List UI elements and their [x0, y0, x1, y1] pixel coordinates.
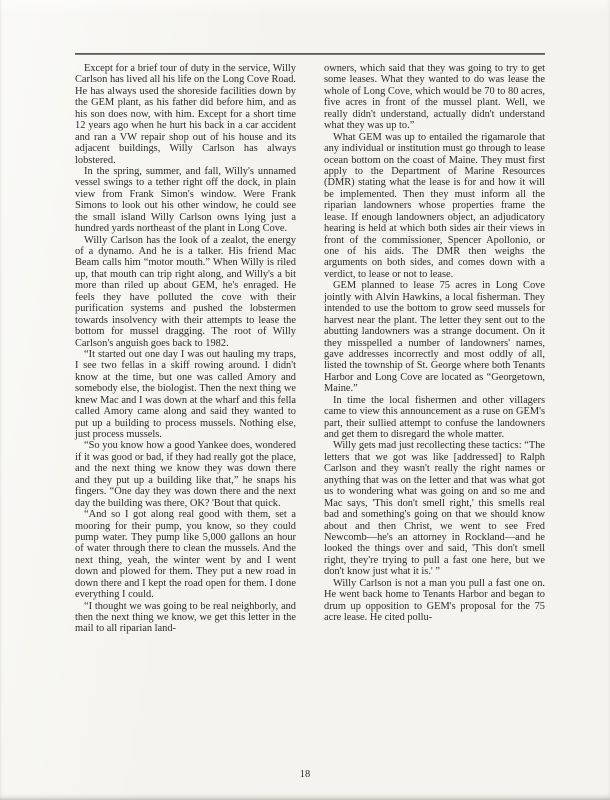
header-rule	[75, 53, 545, 55]
paragraph: “So you know how a good Yankee does, wondered if it was good or bad, if they had really got the place, and the next thing we know they was down there and they put up a building like that,” he snaps his fingers. “One day they was down there and the next day the building was there, OK? 'Bout that quick.	[75, 440, 296, 509]
paragraph: “And so I got along real good with them, set a mooring for their pump, you know, so they could pump water. They pump like 5,000 gallons an hour of water through there to clean the mussels. And the next thing, yeah, the winter went by and I went down and plowed for them. They put a new road in down there and I kept the road open for them. I done everything I could.	[75, 509, 296, 601]
paragraph: In time the local fishermen and other villagers came to view this announcement as a ruse on GEM's part, their sullied attempt to confuse the landowners and get them to disregard the whole matter.	[324, 394, 545, 440]
paragraph: “I thought we was going to be real neighborly, and then the next thing we know, we get this letter in the mail to all riparian land-	[75, 600, 296, 635]
paragraph: owners, which said that they was going to try to get some leases. What they wanted to do was lease the whole of Long Cove, which would be 70 to 80 acres, five acres in front of the mussel plant. Well, we really didn't understand, actually didn't understand what they was up to.”	[324, 63, 545, 132]
paragraph: Except for a brief tour of duty in the service, Willy Carlson has lived all his life on the Long Cove Road. He has always used the shoreside facilities down by the GEM plant, as his father did before him, and as his son does now, with him. Except for a short time 12 years ago when he hurt his back in a car accident and ran a VW repair shop out of his house and its adjacent buildings, Willy Carlson has always lobstered.	[75, 63, 296, 166]
right-column	[324, 63, 545, 635]
paragraph: Willy Carlson has the look of a zealot, the energy of a dynamo. And he is a talker. His friend Mac Beam calls him “motor mouth.” When Willy is riled up, that mouth can trip right along, and Willy's a bit more than riled up about GEM, he's enraged. He feels they have polluted the cove with their purification systems and pushed the lobstermen towards insolvency with their attempts to lease the bottom for mussel dragging. The root of Willy Carlson's anguish goes back to 1982.	[75, 234, 296, 349]
paragraph: “It started out one day I was out hauling my traps, I see two fellas in a skiff rowing around. I didn't know at the time, but one was called Amory and somebody else, the biologist. Then the next thing we knew Mac and I was down at the wharf and this fella called Amory came along and said they wanted to put up a building to process mussels. Nothing else, just process mussels.	[75, 348, 296, 440]
paragraph: Willy Carlson is not a man you pull a fast one on. He went back home to Tenants Harbor and began to drum up opposition to GEM's proposal for the 75 acre lease. He cited pollu-	[324, 577, 545, 623]
paragraph: What GEM was up to entailed the rigamarole that any individual or institution must go through to lease ocean bottom on the coast of Maine. They must first apply to the Department of Marine Resources (DMR) stating what the lease is for and how it will be implemented. Then they must inform all the riparian landowners whose properties frame the lease. If enough landowners object, an adjudicatory hearing is held at which both sides air their views in front of the commissioner, Spencer Apollonio, or one of his aids. The DMR then weighs the arguments on both sides, and comes down with a verdict, to lease or not to lease.	[324, 131, 545, 280]
paragraph: Willy gets mad just recollecting these tactics: “The letters that we got was like [addressed] to Ralph Carlson and they wasn't really the right names or anything that was on the letter and that was what got us to wondering what was going on and so me and Mac says, 'This don't smell right,' this smells real bad and something's going on that we should know about and then Christ, we went to see Fred Newcomb—he's an attorney in Rockland—and he looked the things over and said, 'This don't smell right, they're trying to pull a fast one here, but we don't know just what it is.' ”	[324, 440, 545, 578]
page-number: 18	[299, 769, 311, 780]
paragraph: GEM planned to lease 75 acres in Long Cove jointly with Alvin Hawkins, a local fisherman. They intended to use the bottom to grow seed mussels for harvest near the plant. The letter they sent out to the abutting landowners was a strange document. On it they misspelled a number of landowners' names, gave addresses incorrectly and most oddly of all, listed the township of St. George where both Tenants Harbor and Long Cove are located as “Georgetown, Maine.”	[324, 280, 545, 395]
left-column	[75, 63, 296, 635]
paragraph: In the spring, summer, and fall, Willy's unnamed vessel swings to a tether right off the dock, in plain view from Frank Simon's window. Were Frank Simons to look out his other window, he could see the small island Willy Carlson owns lying just a hundred yards northeast of the plant in Long Cove.	[75, 165, 296, 235]
two-column-body	[75, 63, 545, 635]
